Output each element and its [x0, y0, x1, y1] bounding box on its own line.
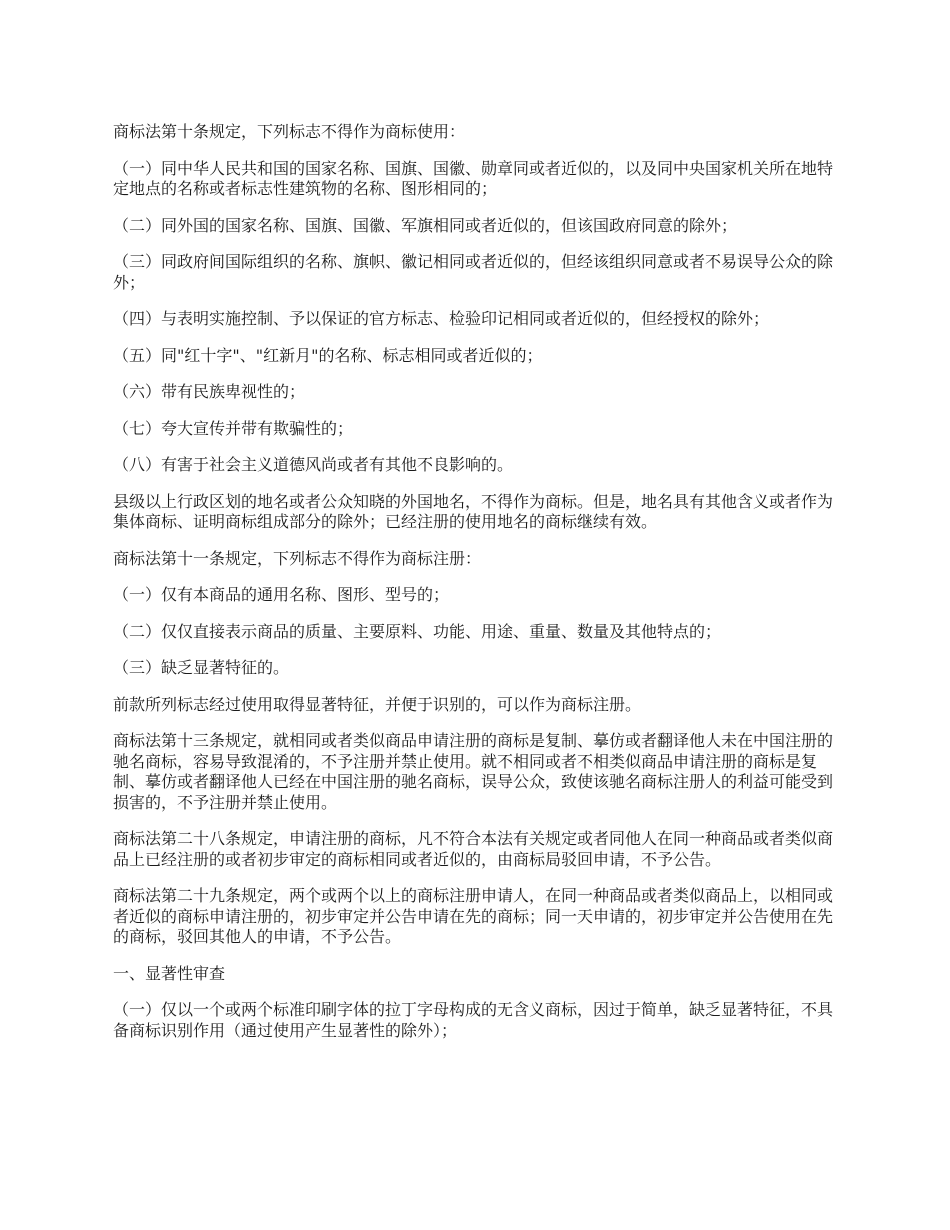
paragraph-article-10-item-4: （四）与表明实施控制、予以保证的官方标志、检验印记相同或者近似的，但经授权的除外；	[113, 309, 770, 328]
paragraph-acquired-distinctiveness: 前款所列标志经过使用取得显著特征，并便于识别的，可以作为商标注册。	[113, 694, 642, 714]
paragraph-article-29: 商标法第二十九条规定，两个或两个以上的商标注册申请人，在同一种商品或者类似商品上，以相同或者近似的商标申请注册的，初步审定并公告申请在先的商标；同一天申请的，初步审定并公告使用在先的商标，驳回其他人的申请，不予公告。	[113, 886, 834, 946]
paragraph-article-11-intro: 商标法第十一条规定，下列标志不得作为商标注册：	[113, 548, 482, 568]
paragraph-article-10-item-1: （一）同中华人民共和国的国家名称、国旗、国徽、勋章同或者近似的，以及同中央国家机关所在地特定地点的名称或者标志性建筑物的名称、图形相同的；	[113, 158, 834, 198]
paragraph-article-11-item-3: （三）缺乏显著特征的。	[113, 658, 290, 677]
paragraph-article-28: 商标法第二十八条规定，申请注册的商标，凡不符合本法有关规定或者同他人在同一种商品或者类似商品上已经注册的或者初步审定的商标相同或者近似的，由商标局驳回申请，不予公告。	[113, 829, 834, 869]
paragraph-article-10-item-6: （六）带有民族卑视性的；	[113, 382, 306, 401]
section-heading-distinctiveness-review: 一、显著性审查	[113, 963, 226, 983]
paragraph-article-13: 商标法第十三条规定，就相同或者类似商品申请注册的商标是复制、摹仿或者翻译他人未在中国注册的驰名商标，容易导致混淆的，不予注册并禁止使用。就不相同或者不相类似商品申请注册的商标是复制、摹仿或者翻译他人已经在中国注册的驰名商标，误导公众，致使该驰名商标注册人的利益可能受到损害的，不予注册并禁止使用。	[113, 731, 834, 812]
paragraph-article-10-intro: 商标法第十条规定，下列标志不得作为商标使用：	[113, 122, 466, 141]
paragraph-article-11-item-1: （一）仅有本商品的通用名称、图形、型号的；	[113, 585, 450, 604]
paragraph-distinctiveness-item-1: （一）仅以一个或两个标准印刷字体的拉丁字母构成的无含义商标，因过于简单，缺乏显著特征，不具备商标识别作用（通过使用产生显著性的除外）；	[113, 1000, 834, 1040]
paragraph-article-10-item-3: （三）同政府间国际组织的名称、旗帜、徽记相同或者近似的，但经该组织同意或者不易误导公众的除外；	[113, 252, 834, 292]
paragraph-article-10-item-5: （五）同"红十字"、"红新月"的名称、标志相同或者近似的；	[113, 345, 543, 365]
document-page	[113, 122, 843, 1057]
paragraph-article-10-item-7: （七）夸大宣传并带有欺骗性的；	[113, 418, 354, 438]
paragraph-article-10-item-8: （八）有害于社会主义道德风尚或者有其他不良影响的。	[113, 455, 514, 474]
paragraph-article-10-item-2: （二）同外国的国家名称、国旗、国徽、军旗相同或者近似的，但该国政府同意的除外；	[113, 215, 738, 235]
paragraph-article-11-item-2: （二）仅仅直接表示商品的质量、主要原料、功能、用途、重量、数量及其他特点的；	[113, 621, 722, 641]
paragraph-place-names: 县级以上行政区划的地名或者公众知晓的外国地名，不得作为商标。但是，地名具有其他含义或者作为集体商标、证明商标组成部分的除外；已经注册的使用地名的商标继续有效。	[113, 491, 834, 531]
